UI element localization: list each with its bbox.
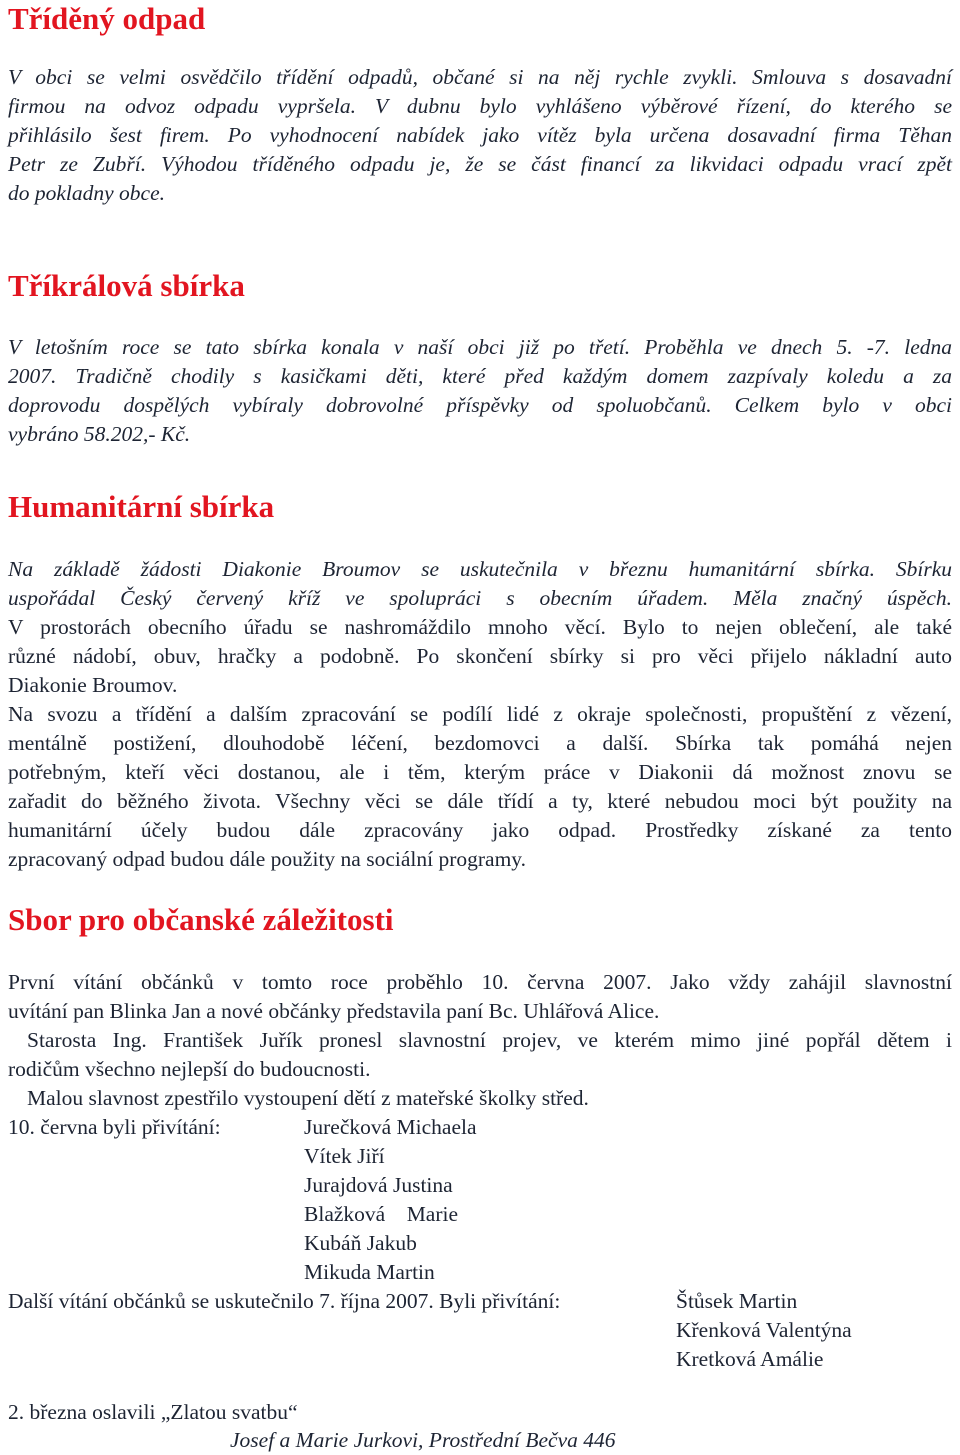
heading-sorted-waste: Tříděný odpad bbox=[8, 1, 206, 36]
list-item: Vítek Jiří bbox=[304, 1144, 385, 1168]
paragraph-sorted-waste bbox=[8, 63, 952, 208]
heading-humanitarian: Humanitární sbírka bbox=[8, 489, 275, 524]
paragraph-civic-affairs bbox=[8, 968, 952, 1113]
text-line: Diakonie Broumov. bbox=[8, 673, 178, 697]
list-item: Kretková Amálie bbox=[676, 1347, 824, 1371]
text-line: Na základě žádosti Diakonie Broumov se uskutečnila v březnu humanitární sbírka. Sbírku bbox=[8, 557, 952, 581]
list-item: Jurajdová Justina bbox=[304, 1173, 453, 1197]
list-item: Kubáň Jakub bbox=[304, 1231, 417, 1255]
text-line: do pokladny obce. bbox=[8, 181, 166, 205]
paragraph-three-kings bbox=[8, 333, 952, 449]
text-line: potřebným, kteří věci dostanou, ale i těm, kterým práce v Diakonii dá možnost znovu se bbox=[8, 760, 952, 784]
text-line: uvítání pan Blinka Jan a nové občánky představila paní Bc. Uhlářová Alice. bbox=[8, 999, 660, 1023]
text-line: 2007. Tradičně chodily s kasičkami děti, které před každým domem zazpívaly koledu a za bbox=[8, 364, 952, 388]
list-item: Blažková Marie bbox=[304, 1202, 459, 1226]
list-item: Křenková Valentýna bbox=[676, 1318, 852, 1342]
text-line: zpracovaný odpad budou dále použity na sociální programy. bbox=[8, 847, 527, 871]
text-line: doprovodu dospělých vybíraly dobrovolné příspěvky od spoluobčanů. Celkem bylo v obci bbox=[8, 393, 952, 417]
text-line: Petr ze Zubří. Výhodou tříděného odpadu je, že se část financí za likvidaci odpadu vrací zpět bbox=[8, 152, 952, 176]
anniversary-couple: Josef a Marie Jurkovi, Prostřední Bečva 446 bbox=[230, 1428, 616, 1452]
welcome-1-names bbox=[304, 1113, 477, 1287]
text-line: Malou slavnost zpestřilo vystoupení dětí z mateřské školky střed. bbox=[27, 1086, 589, 1110]
text-line: V letošním roce se tato sbírka konala v naší obci již po třetí. Proběhla ve dnech 5. -7. ledna bbox=[8, 335, 952, 359]
text-line: přihlásilo šest firem. Po vyhodnocení nabídek jako vítěz byla určena dosavadní firma Těhan bbox=[8, 123, 952, 147]
anniversary-label: 2. března oslavili „Zlatou svatbu“ bbox=[8, 1400, 298, 1424]
text-line: První vítání občánků v tomto roce proběhlo 10. června 2007. Jako vždy zahájil slavnostní bbox=[8, 970, 952, 994]
text-line: humanitární účely budou dále zpracovány jako odpad. Prostředky získané za tento bbox=[8, 818, 952, 842]
text-line: firmou na odvoz odpadu vypršela. V dubnu bylo vyhlášeno výběrové řízení, do kterého se bbox=[8, 94, 952, 118]
welcome-2-names bbox=[676, 1287, 852, 1374]
heading-civic-affairs: Sbor pro občanské záležitosti bbox=[8, 902, 394, 937]
text-line: V obci se velmi osvědčilo třídění odpadů, občané si na něj rychle zvykli. Smlouva s dosavadní bbox=[8, 65, 952, 89]
text-line: Na svozu a třídění a dalším zpracování se podílí lidé z okraje společnosti, propuštění z vězení, bbox=[8, 702, 952, 726]
welcome-2-label: Další vítání občánků se uskutečnilo 7. října 2007. Byli přivítání: bbox=[8, 1289, 561, 1313]
text-line: mentálně postižení, dlouhodobě léčení, bezdomovci a další. Sbírka tak pomáhá nejen bbox=[8, 731, 952, 755]
paragraph-humanitarian-2 bbox=[8, 613, 952, 874]
text-line: zařadit do běžného života. Všechny věci se dále třídí a ty, které nebudou moci být použity na bbox=[8, 789, 952, 813]
paragraph-humanitarian-1 bbox=[8, 555, 952, 613]
text-line: rodičům všechno nejlepší do budoucnosti. bbox=[8, 1057, 371, 1081]
text-line: uspořádal Český červený kříž ve spolupráci s obecním úřadem. Měla značný úspěch. bbox=[8, 586, 952, 610]
text-line: V prostorách obecního úřadu se nashromáždilo mnoho věcí. Bylo to nejen oblečení, ale také bbox=[8, 615, 952, 639]
text-line: různé nádobí, obuv, hračky a podobně. Po skončení sbírky si pro věci přijelo nákladní auto bbox=[8, 644, 952, 668]
list-item: Mikuda Martin bbox=[304, 1260, 435, 1284]
text-line: vybráno 58.202,- Kč. bbox=[8, 422, 191, 446]
list-item: Štůsek Martin bbox=[676, 1289, 798, 1313]
text-line: Starosta Ing. František Juřík pronesl slavnostní projev, ve kterém mimo jiné popřál dětem i bbox=[27, 1028, 952, 1052]
welcome-1-label: 10. června byli přivítání: bbox=[8, 1115, 221, 1139]
list-item: Jurečková Michaela bbox=[304, 1115, 477, 1139]
heading-three-kings: Tříkrálová sbírka bbox=[8, 268, 245, 303]
